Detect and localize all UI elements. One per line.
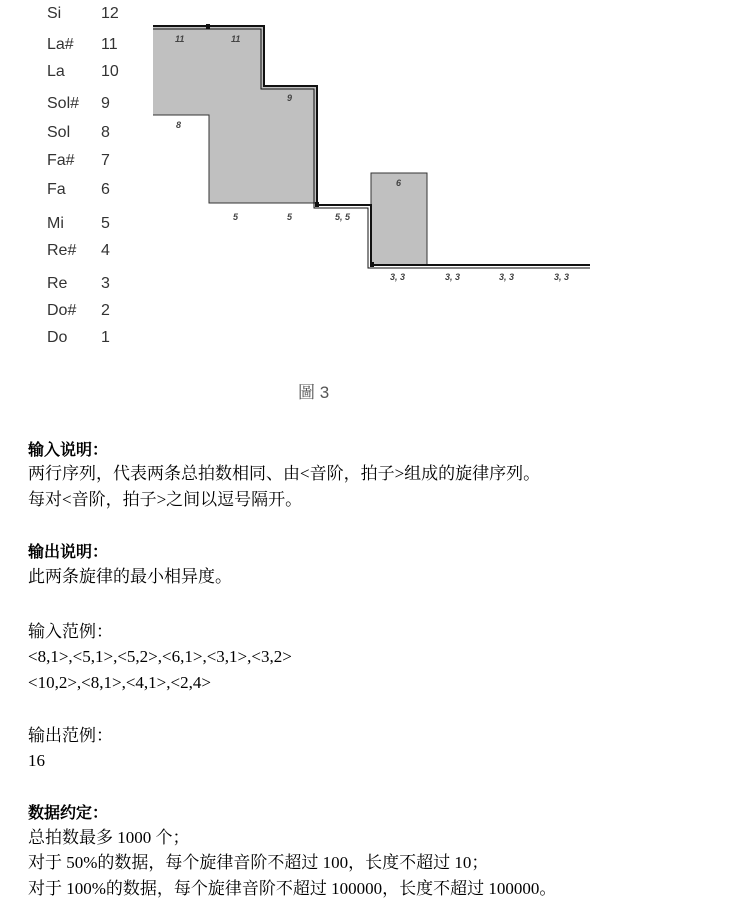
constraint-2: 对于 50%的数据，每个旋律音阶不超过 100，长度不超过 10； [28,853,489,872]
note-label: 3, 3 [390,272,406,282]
note-label: 5, 5 [335,212,351,222]
beat-marker [206,24,210,29]
note-label: 3, 3 [445,272,461,282]
pitch-name: La# [47,36,74,53]
note-label: 5 [287,212,293,222]
beat-marker [315,202,319,207]
constraint-1: 总拍数最多 1000 个； [28,828,190,847]
difference-area [153,27,427,265]
diff-region [264,86,317,203]
figure-caption: 圖 3 [298,383,330,402]
constraints-heading: 数据约定： [28,803,109,822]
pitch-number: 3 [101,275,110,292]
pitch-name: Sol [47,124,71,141]
sample-output-heading: 输出范例： [28,726,113,745]
pitch-name: Do [47,329,68,346]
sample-input-line-1: <8,1>,<5,1>,<5,2>,<6,1>,<3,1>,<3,2> [28,647,292,666]
pitch-name: Fa# [47,152,75,169]
diff-region [209,115,264,203]
pitch-number: 2 [101,302,110,319]
pitch-number: 12 [101,5,119,22]
note-label: 11 [175,34,185,44]
pitch-axis [47,5,119,346]
beat-marker [370,262,374,267]
input-desc-2: 每对<音阶，拍子>之间以逗号隔开。 [28,490,303,509]
pitch-number: 7 [101,152,110,169]
pitch-number: 8 [101,124,110,141]
note-label: 6 [396,178,402,188]
input-desc-1: 两行序列，代表两条总拍数相同、由<音阶，拍子>组成的旋律序列。 [28,464,541,483]
note-label: 8 [176,120,182,130]
output-desc-1: 此两条旋律的最小相异度。 [28,567,232,586]
pitch-number: 11 [101,36,118,53]
pitch-name: Si [47,5,62,22]
pitch-number: 1 [101,329,110,346]
pitch-number: 9 [101,95,110,112]
melody-figure [0,0,751,410]
note-label: 9 [287,93,293,103]
note-label: 3, 3 [499,272,515,282]
constraint-3: 对于 100%的数据，每个旋律音阶不超过 100000，长度不超过 100000。 [28,879,557,898]
pitch-name: Re [47,275,68,292]
output-heading: 输出说明： [28,542,109,561]
pitch-number: 10 [101,63,119,80]
note-label: 3, 3 [554,272,570,282]
sample-output-value: 16 [28,751,45,770]
pitch-name: Mi [47,215,64,232]
pitch-number: 5 [101,215,110,232]
pitch-number: 6 [101,181,110,198]
pitch-name: Sol# [47,95,80,112]
diff-region [153,27,264,115]
note-label: 5 [233,212,239,222]
pitch-name: La [47,63,65,80]
pitch-name: Fa [47,181,66,198]
sample-input-line-2: <10,2>,<8,1>,<4,1>,<2,4> [28,673,211,692]
pitch-name: Do# [47,302,77,319]
note-label: 11 [231,34,241,44]
pitch-name: Re# [47,242,77,259]
input-heading: 输入说明： [28,440,109,459]
sample-input-heading: 输入范例： [28,622,113,641]
pitch-number: 4 [101,242,110,259]
